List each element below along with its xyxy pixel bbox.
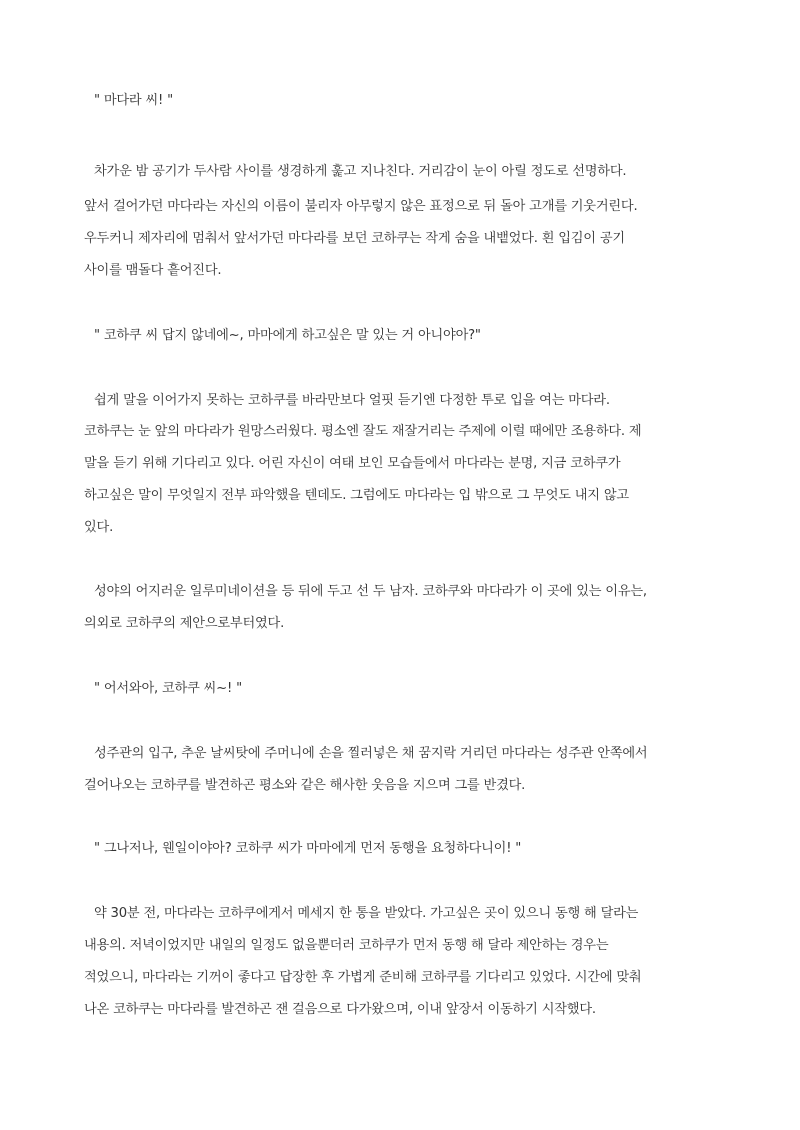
- paragraph-line: 우두커니 제자리에 멈춰서 앞서가던 마다라를 보던 코하쿠는 작게 숨을 내뱉었다. 흰 입김이 공기: [84, 231, 625, 246]
- paragraph-line: 성주관의 입구, 추운 날씨탓에 주머니에 손을 찔러넣은 채 꿈지락 거리던 마다라는 성주관 안쪽에서: [94, 746, 648, 761]
- paragraph-line: 있다.: [84, 520, 114, 535]
- paragraph-line: 성야의 어지러운 일루미네이션을 등 뒤에 두고 선 두 남자. 코하쿠와 마다라가 이 곳에 있는 이유는,: [94, 584, 647, 599]
- paragraph-line: 의외로 코하쿠의 제안으로부터였다.: [84, 616, 285, 631]
- paragraph-line: 내용의. 저녁이었지만 내일의 일정도 없을뿐더러 코하쿠가 먼저 동행 해 달라 제안하는 경우는: [84, 938, 609, 953]
- dialogue-line: " 그나저나, 웬일이야아? 코하쿠 씨가 마마에게 먼저 동행을 요청하다니이! ": [94, 841, 522, 856]
- dialogue-line: " 어서와아, 코하쿠 씨~! ": [94, 681, 242, 696]
- dialogue-line: " 코하쿠 씨 답지 않네에~, 마마에게 하고싶은 말 있는 거 아니야아?": [94, 328, 481, 343]
- paragraph-line: 차가운 밤 공기가 두사람 사이를 생경하게 훑고 지나친다. 거리감이 눈이 아릴 정도로 선명하다.: [94, 164, 627, 179]
- paragraph-line: 코하쿠는 눈 앞의 마다라가 원망스러웠다. 평소엔 잘도 재잘거리는 주제에 이럴 때에만 조용하다. 제: [84, 424, 642, 439]
- paragraph-line: 앞서 걸어가던 마다라는 자신의 이름이 불리자 아무렇지 않은 표정으로 뒤 돌아 고개를 기웃거린다.: [84, 199, 638, 214]
- dialogue-line: " 마다라 씨! ": [94, 93, 173, 108]
- paragraph-line: 걸어나오는 코하쿠를 발견하곤 평소와 같은 해사한 웃음을 지으며 그를 반겼다.: [84, 778, 526, 793]
- paragraph-line: 사이를 맴돌다 흩어진다.: [84, 263, 222, 278]
- paragraph-line: 적었으니, 마다라는 기꺼이 좋다고 답장한 후 가볍게 준비해 코하쿠를 기다리고 있었다. 시간에 맞춰: [84, 970, 642, 985]
- paragraph-line: 쉽게 말을 이어가지 못하는 코하쿠를 바라만보다 얼핏 듣기엔 다정한 투로 입을 여는 마다라.: [94, 393, 610, 408]
- paragraph-line: 말을 듣기 위해 기다리고 있다. 어린 자신이 여태 보인 모습들에서 마다라는 분명, 지금 코하쿠가: [84, 456, 621, 471]
- paragraph-line: 하고싶은 말이 무엇일지 전부 파악했을 텐데도. 그럼에도 마다라는 입 밖으로 그 무엇도 내지 않고: [84, 488, 629, 503]
- paragraph-line: 약 30분 전, 마다라는 코하쿠에게서 메세지 한 통을 받았다. 가고싶은 곳이 있으니 동행 해 달라는: [94, 906, 639, 921]
- paragraph-line: 나온 코하쿠는 마다라를 발견하곤 잰 걸음으로 다가왔으며, 이내 앞장서 이동하기 시작했다.: [84, 1002, 596, 1017]
